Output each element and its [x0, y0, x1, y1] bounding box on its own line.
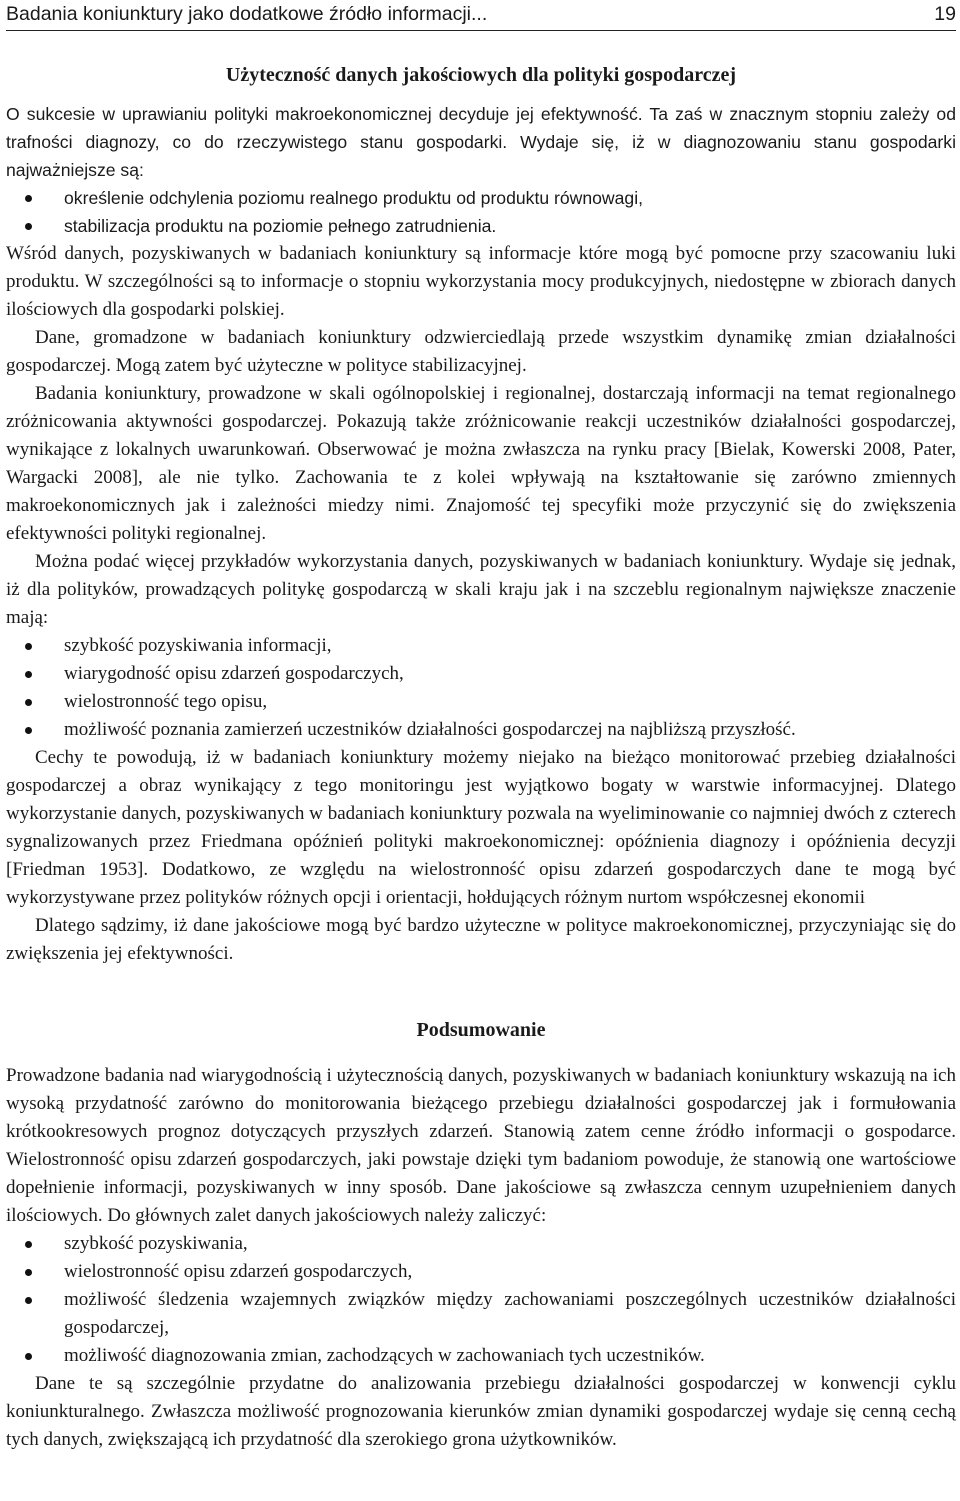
list-item: szybkość pozyskiwania,	[64, 1230, 956, 1258]
paragraph-summary-intro: Prowadzone badania nad wiarygodnością i użytecznością danych, pozyskiwanych w badaniach koniunktury wskazują na ich wysoką przydatność zarówno do monitorowania bieżącego przebiegu działalności gospodarczej jak i formułowania krótkookresowych prognoz dotyczących przyszłych zdarzeń. Stanowią zatem cenne źródło informacji o gospodarce. Wielostronność opisu zdarzeń gospodarczych, jaki powstaje dzięki tym badaniom powoduje, że stanowią one wartościowe dopełnienie informacji, pozyskiwanych w inny sposób. Dane jakościowe są zwłaszcza cennym uzupełnieniem danych ilościowych. Do głównych zalet danych jakościowych należy zaliczyć:	[6, 1065, 956, 1226]
list-item: wielostronność opisu zdarzeń gospodarczych,	[64, 1258, 956, 1286]
list-item: szybkość pozyskiwania informacji,	[64, 632, 956, 660]
running-header	[6, 0, 956, 31]
paragraph: Wśród danych, pozyskiwanych w badaniach koniunktury są informacje które mogą być pomocne przy szacowaniu luki produktu. W szczególności są to informacje o stopniu wykorzystania mocy produkcyjnych, niedostępne w zbiorach danych ilościowych dla gospodarki polskiej.	[6, 243, 956, 320]
paragraph: Dane, gromadzone w badaniach koniunktury odzwierciedlają przede wszystkim dynamikę zmian działalności gospodarczej. Mogą zatem być użyteczne w polityce stabilizacyjnej.	[6, 327, 956, 376]
paragraph: Dlatego sądzimy, iż dane jakościowe mogą być bardzo użyteczne w polityce makroekonomicznej, przyczyniając się do zwiększenia jej efektywności.	[6, 915, 956, 964]
paragraph: Badania koniunktury, prowadzone w skali ogólnopolskiej i regionalnej, dostarczają informacji na temat regionalnego zróżnicowania aktywności gospodarczej. Pokazują także zróżnicowanie reakcji uczestników działalności gospodarczej, wynikające z lokalnych uwarunkowań. Obserwować je można zwłaszcza na rynku pracy [Bielak, Kowerski 2008, Pater, Wargacki 2008], ale nie tylko. Zachowania te z kolei wpływają na kształtowanie się zarówno zmiennych makroekonomicznych jak i zależności miedzy nimi. Znajomość tej specyfiki może przyczynić się do zwiększenia efektywności polityki regionalnej.	[6, 383, 956, 544]
list-item: możliwość diagnozowania zmian, zachodzących w zachowaniach tych uczestników.	[64, 1342, 956, 1370]
paragraph: Można podać więcej przykładów wykorzystania danych, pozyskiwanych w badaniach koniunktury. Wydaje się jednak, iż dla polityków, prowadzących politykę gospodarczą w skali kraju jak i na szczeblu regionalnym największe znaczenie mają:	[6, 551, 956, 628]
list-item: stabilizacja produktu na poziomie pełnego zatrudnienia.	[64, 212, 956, 240]
bullet-list-importance	[6, 632, 956, 744]
section-heading-usefulness: Użyteczność danych jakościowych dla polityki gospodarczej	[225, 64, 737, 86]
page-number: 19	[934, 3, 956, 25]
paragraph-summary-outro: Dane te są szczególnie przydatne do analizowania przebiegu działalności gospodarczej w konwencji cyklu koniunkturalnego. Zwłaszcza możliwość prognozowania kierunków zmian dynamiki gospodarczej wydaje się cenną cechą tych danych, zwiększającą ich przydatność dla szerokiego grona użytkowników.	[6, 1373, 956, 1450]
bullet-list-advantages	[6, 1230, 956, 1370]
list-item: wiarygodność opisu zdarzeń gospodarczych,	[64, 660, 956, 688]
bullet-list-diagnosis	[6, 184, 956, 240]
document-page	[6, 0, 956, 1454]
list-item: określenie odchylenia poziomu realnego produktu od produktu równowagi,	[64, 184, 956, 212]
section-heading-summary: Podsumowanie	[416, 1019, 546, 1041]
running-title: Badania koniunktury jako dodatkowe źródło informacji...	[6, 3, 488, 25]
list-item: wielostronność tego opisu,	[64, 688, 956, 716]
list-item: możliwość śledzenia wzajemnych związków między zachowaniami poszczególnych uczestników działalności gospodarczej,	[64, 1286, 956, 1342]
paragraph-intro: O sukcesie w uprawianiu polityki makroekonomicznej decyduje jej efektywność. Ta zaś w znacznym stopniu zależy od trafności diagnozy, co do rzeczywistego stanu gospodarki. Wydaje się, iż w diagnozowaniu stanu gospodarki najważniejsze są:	[6, 104, 956, 180]
list-item: możliwość poznania zamierzeń uczestników działalności gospodarczej na najbliższą przyszłość.	[64, 716, 956, 744]
paragraph: Cechy te powodują, iż w badaniach koniunktury możemy niejako na bieżąco monitorować przebieg działalności gospodarczej a obraz wynikający z tego monitoringu jest wyjątkowo bogaty w warstwie informacyjnej. Dlatego wykorzystanie danych, pozyskiwanych w badaniach koniunktury pozwala na wyeliminowanie co najmniej dwóch z czterech sygnalizowanych przez Friedmana opóźnień polityki makroekonomicznej: opóźnienia diagnozy i opóźnienia decyzji [Friedman 1953]. Dodatkowo, ze względu na wielostronność opisu zdarzeń gospodarczych dane te mogą być wykorzystywane przez polityków różnych opcji i orientacji, hołdujących różnym nurtom współczesnej ekonomii	[6, 747, 956, 908]
